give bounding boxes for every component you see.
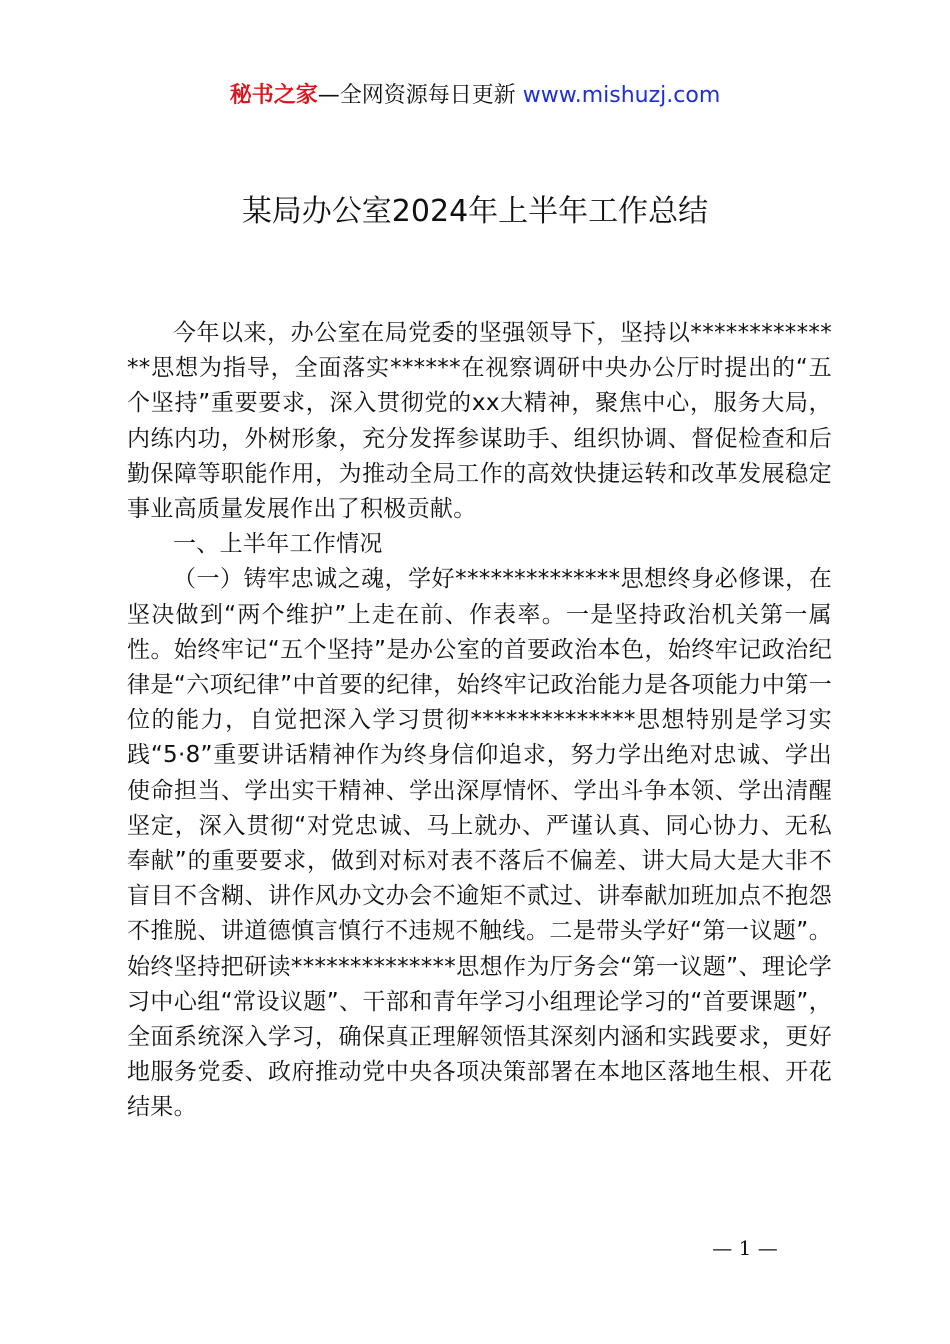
body-paragraph: （一）铸牢忠诚之魂，学好**************思想终身必修课，在坚决做到“两个维护”上走在前、作表率。一是坚持政治机关第一属性。始终牢记“五个坚持”是办公室的首要政治本色，始终牢记政治纪律是“六项纪律”中首要的纪律，始终牢记政治能力是各项能力中第一位的能力，自觉把深入学习贯彻**************思想特别是学习实践“5·8”重要讲话精神作为终身信仰追求，努力学出绝对忠诚、学出使命担当、学出实干精神、学出深厚情怀、学出斗争本领、学出清醒坚定，深入贯彻“对党忠诚、马上就办、严谨认真、同心协力、无私奉献”的重要要求，做到对标对表不落后不偏差、讲大局大是大非不盲目不含糊、讲作风办文办会不逾矩不贰过、讲奉献加班加点不抱怨不推脱、讲道德慎言慎行不违规不触线。二是带头学好“第一议题”。始终坚持把研读**************思想作为厅务会“第一议题”、理论学习中心组“常设议题”、干部和青年学习小组理论学习的“首要课题”，全面系统深入学习，确保真正理解领悟其深刻内涵和实践要求，更好地服务党委、政府推动党中央各项决策部署在本地区落地生根、开花结果。 bbox=[127, 566, 832, 1121]
site-url-link[interactable]: www.mishuzj.com bbox=[522, 83, 721, 108]
page-number: — 1 — bbox=[712, 1236, 778, 1260]
intro-paragraph: 今年以来，办公室在局党委的坚强领导下，坚持以**************思想为指导，全面落实******在视察调研中央办公厅时提出的“五个坚持”重要要求，深入贯彻党的xx大精神，聚焦中心，服务大局，内练内功，外树形象，充分发挥参谋助手、组织协调、督促检查和后勤保障等职能作用，为推动全局工作的高效快捷运转和改革发展稳定事业高质量发展作出了积极贡献。 bbox=[127, 320, 832, 523]
site-tagline: —全网资源每日更新 bbox=[317, 83, 516, 108]
document-title: 某局办公室2024年上半年工作总结 bbox=[241, 194, 709, 229]
section-heading: 一、上半年工作情况 bbox=[173, 531, 383, 558]
document-body bbox=[127, 316, 832, 1126]
site-brand: 秘书之家 bbox=[229, 83, 318, 108]
site-header bbox=[0, 80, 950, 112]
